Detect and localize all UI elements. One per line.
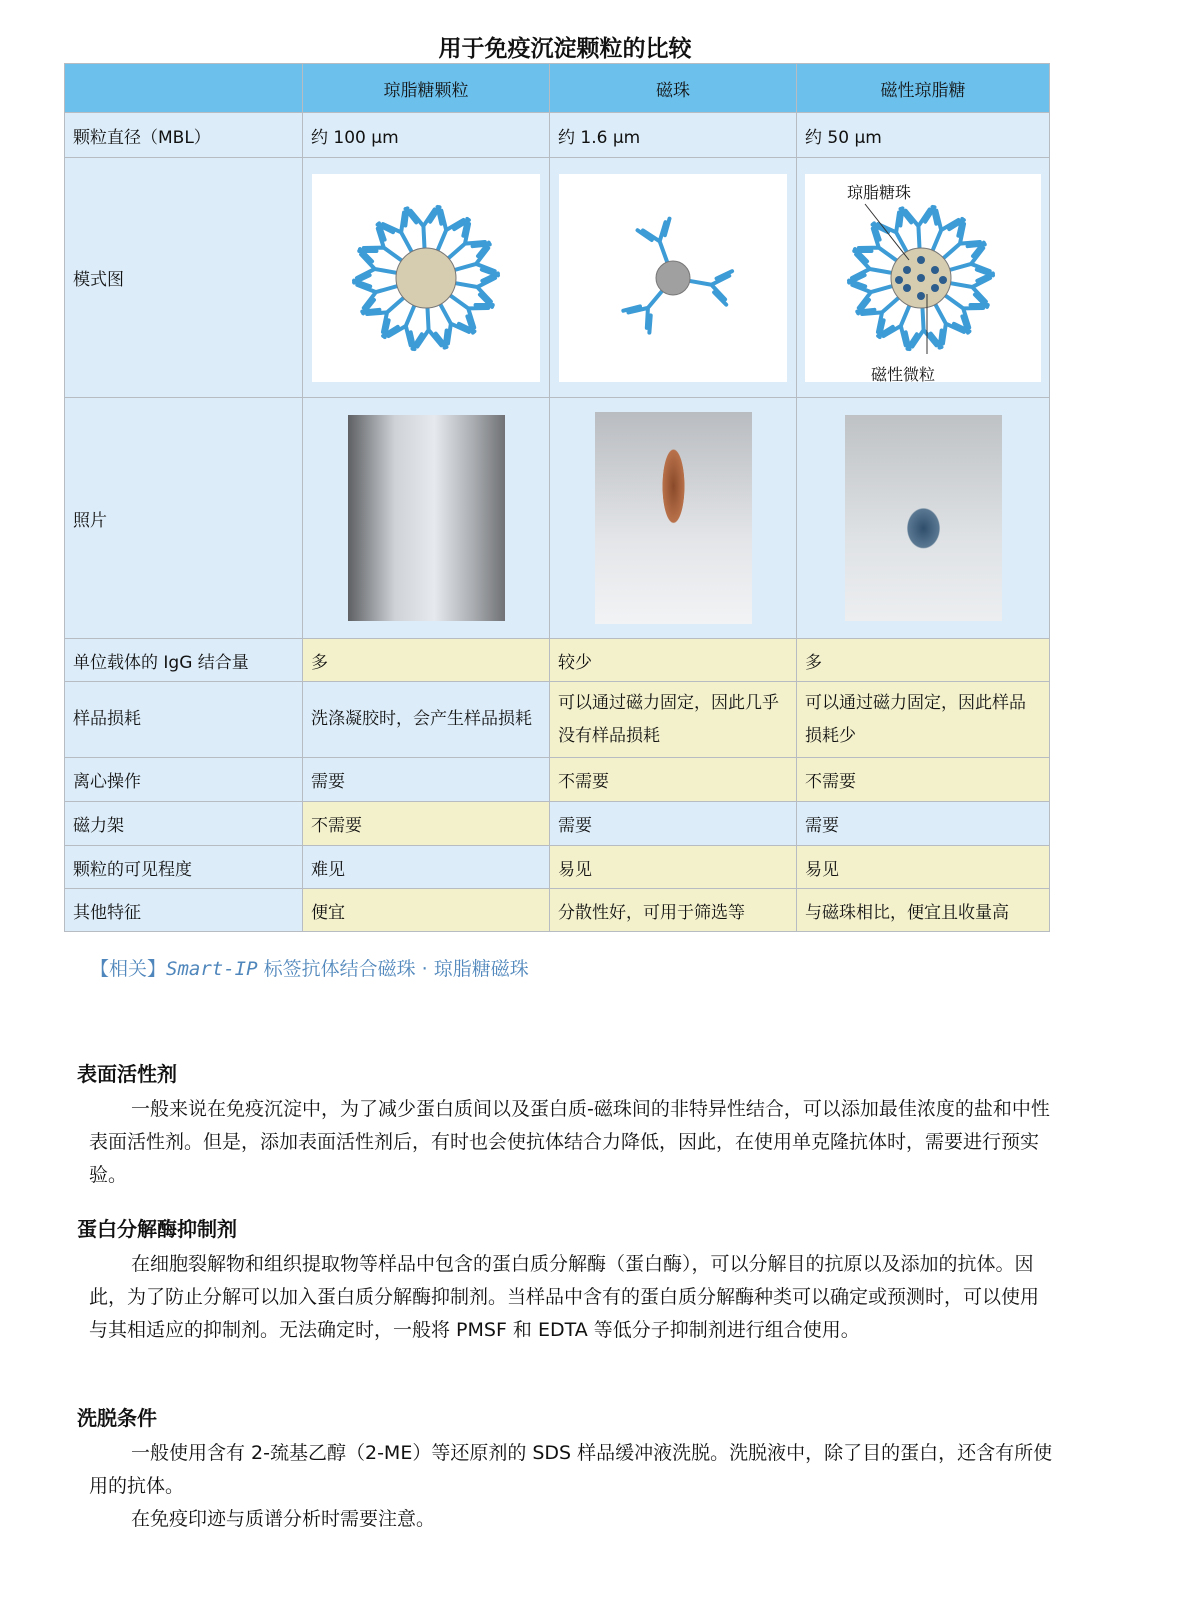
row-label: 单位载体的 IgG 结合量 [65,639,303,682]
row-label: 颗粒的可见程度 [65,846,303,889]
magnetic-bead-diagram [559,174,787,382]
comparison-table [64,63,1050,932]
agarose-tube-photo [348,415,505,621]
table-row [65,802,1050,846]
cell: 不需要 [797,758,1050,802]
cell: 不需要 [550,758,797,802]
cell: 约 50 μm [797,113,1050,158]
cell: 需要 [550,802,797,846]
row-label: 模式图 [65,158,303,398]
table-row [65,158,1050,398]
section-surfactant [77,1058,1057,1192]
row-label: 照片 [65,398,303,639]
cell [797,398,1050,639]
cell: 约 100 μm [303,113,550,158]
magnetic-bead-tube-photo [595,412,752,624]
section-elution [77,1402,1057,1536]
section-title: 表面活性剂 [77,1062,177,1086]
related-link[interactable] [90,954,529,981]
cell: 不需要 [303,802,550,846]
cell: 多 [797,639,1050,682]
cell: 与磁珠相比，便宜且收量高 [797,889,1050,932]
cell [797,158,1050,398]
paragraph: 在细胞裂解物和组织提取物等样品中包含的蛋白质分解酶（蛋白酶），可以分解目的抗原以及添加的抗体。因此，为了防止分解可以加入蛋白质分解酶抑制剂。当样品中含有的蛋白质分解酶种类可以确定或预测时，可以使用与其相适应的抑制剂。无法确定时，一般将 PMSF 和 EDTA 等低分子抑制剂进行组合使用。 [89,1253,1040,1341]
table-row [65,846,1050,889]
cell: 需要 [303,758,550,802]
section-title: 洗脱条件 [77,1406,157,1430]
paragraph: 一般使用含有 2-巯基乙醇（2-ME）等还原剂的 SDS 样品缓冲液洗脱。洗脱液中，除了目的蛋白，还含有所使用的抗体。 [89,1442,1053,1497]
cell: 分散性好，可用于筛选等 [550,889,797,932]
table-row [65,889,1050,932]
cell [550,398,797,639]
antibody-icon [687,264,732,304]
cell: 约 1.6 μm [550,113,797,158]
cell: 较少 [550,639,797,682]
antibody-icon [906,307,942,349]
row-label: 离心操作 [65,758,303,802]
row-label: 样品损耗 [65,682,303,758]
bead-icon [656,261,690,295]
antibody-icon [901,207,937,249]
page-title: 用于免疫沉淀颗粒的比较 [438,36,692,62]
header-cell: 琼脂糖颗粒 [303,64,550,113]
antibody-icon [411,307,447,349]
cell: 多 [303,639,550,682]
row-label: 其他特征 [65,889,303,932]
paragraph: 一般来说在免疫沉淀中，为了减少蛋白质间以及蛋白质-磁珠间的非特异性结合，可以添加最佳浓度的盐和中性表面活性剂。但是，添加表面活性剂后，有时也会使抗体结合力降低，因此，在使用单克隆抗体时，需要进行预实验。 [89,1098,1050,1186]
cell: 便宜 [303,889,550,932]
header-cell: 磁性琼脂糖 [797,64,1050,113]
cell: 易见 [550,846,797,889]
cell [303,158,550,398]
table-row [65,639,1050,682]
bead-icon [396,248,456,308]
cell: 难见 [303,846,550,889]
section-title: 蛋白分解酶抑制剂 [77,1217,237,1241]
antibody-icon [638,218,684,267]
section-protease-inhibitor [77,1213,1057,1347]
magnetic-agarose-diagram [805,174,1041,382]
table-row [65,398,1050,639]
cell: 易见 [797,846,1050,889]
agarose-bead-diagram [312,174,540,382]
table-row [65,113,1050,158]
cell [550,158,797,398]
related-prefix: 【相关】 [90,958,167,980]
cell: 可以通过磁力固定，因此样品损耗少 [797,682,1050,758]
table-row [65,758,1050,802]
header-cell: 磁珠 [550,64,797,113]
table-row [65,682,1050,758]
agarose-bead-label: 琼脂糖珠 [847,182,912,202]
antibody-icon [406,207,442,249]
related-text: 标签抗体结合磁珠 · 琼脂糖磁珠 [257,958,529,980]
cell: 可以通过磁力固定，因此几乎没有样品损耗 [550,682,797,758]
magnetic-agarose-tube-photo [845,415,1002,621]
cell [303,398,550,639]
cell: 洗涤凝胶时，会产生样品损耗 [303,682,550,758]
paragraph: 在免疫印迹与质谱分析时需要注意。 [131,1508,436,1530]
table-header-row [65,64,1050,113]
magnetic-particle-label: 磁性微粒 [871,364,936,384]
row-label: 颗粒直径（MBL） [65,113,303,158]
cell: 需要 [797,802,1050,846]
header-cell [65,64,303,113]
related-product: Smart-IP [166,958,258,980]
row-label: 磁力架 [65,802,303,846]
